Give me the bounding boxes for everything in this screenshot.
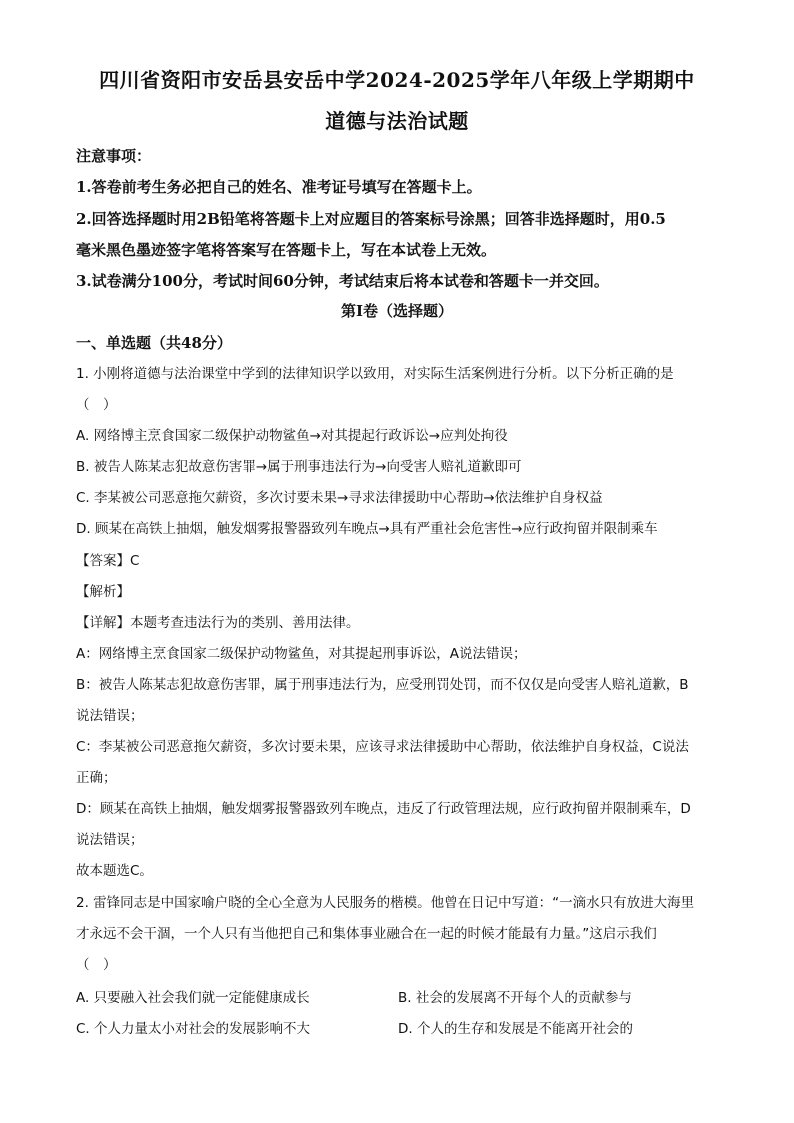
page-subtitle: 道德与法治试题 [325, 109, 469, 133]
q2-stem: 2. 雷锋同志是中国家喻户晓的全心全意为人民服务的楷模。他曾在日记中写道：“一滴水只有放进大海里 [76, 895, 695, 911]
notice-item-3: 3.试卷满分100分，考试时间60分钟，考试结束后将本试卷和答题卡一并交回。 [76, 272, 609, 290]
q1-explain-d: D：顾某在高铁上抽烟，触发烟雾报警器致列车晚点，违反了行政管理法规，应行政拘留并限制乘车，D [76, 801, 691, 817]
q2-option-c: C. 个人力量太小对社会的发展影响不大 [76, 1021, 311, 1037]
q1-option-b: B. 被告人陈某志犯故意伤害罪→属于刑事违法行为→向受害人赔礼道歉即可 [76, 459, 522, 475]
q1-conclusion: 故本题选C。 [76, 863, 153, 879]
q1-explain-b-cont: 说法错误； [76, 708, 144, 724]
notice-item-2-cont: 毫米黑色墨迹签字笔将答案写在答题卡上，写在本试卷上无效。 [76, 241, 497, 259]
q1-explain-c-cont: 正确； [76, 770, 117, 786]
q1-explain-d-cont: 说法错误； [76, 832, 144, 848]
q2-option-d: D. 个人的生存和发展是不能离开社会的 [398, 1021, 633, 1037]
q1-answer: 【答案】C [76, 553, 140, 569]
page-title: 四川省资阳市安岳县安岳中学2024-2025学年八年级上学期期中 [99, 68, 695, 92]
q2-option-b: B. 社会的发展离不开每个人的贡献参与 [398, 990, 632, 1006]
q2-stem-cont: 才永远不会干涸，一个人只有当他把自己和集体事业融合在一起的时候才能最有力量。”这启示我们 [76, 926, 657, 942]
q1-answer-paren: （ ） [76, 397, 117, 413]
q1-explain-b: B：被告人陈某志犯故意伤害罪，属于刑事违法行为，应受刑罚处罚，而不仅仅是向受害人赔礼道歉，B [76, 677, 689, 693]
q2-answer-paren: （ ） [76, 957, 117, 973]
q1-option-c: C. 李某被公司恶意拖欠薪资，多次讨要未果→寻求法律援助中心帮助→依法维护自身权益 [76, 490, 603, 506]
q1-option-d: D. 顾某在高铁上抽烟，触发烟雾报警器致列车晚点→具有严重社会危害性→应行政拘留并限制乘车 [76, 521, 658, 537]
notice-item-2: 2.回答选择题时用2B铅笔将答题卡上对应题目的答案标号涂黑；回答非选择题时，用0.5 [76, 210, 666, 228]
q1-option-a: A. 网络博主烹食国家二级保护动物鲨鱼→对其提起行政诉讼→应判处拘役 [76, 428, 508, 444]
notice-item-1: 1.答卷前考生务必把自己的姓名、准考证号填写在答题卡上。 [76, 178, 482, 196]
q1-explain-c: C：李某被公司恶意拖欠薪资，多次讨要未果，应该寻求法律援助中心帮助，依法维护自身权益，C说法 [76, 739, 689, 755]
q1-stem: 1. 小刚将道德与法治课堂中学到的法律知识学以致用，对实际生活案例进行分析。以下分析正确的是 [76, 366, 674, 382]
notice-heading: 注意事项： [76, 147, 152, 165]
q1-analysis-label: 【解析】 [76, 584, 130, 600]
q1-detail: 【详解】本题考查违法行为的类别、善用法律。 [76, 615, 360, 631]
volume-title: 第I卷（选择题） [340, 302, 454, 320]
q1-explain-a: A：网络博主烹食国家二级保护动物鲨鱼，对其提起刑事诉讼，A说法错误； [76, 646, 527, 662]
q2-option-a: A. 只要融入社会我们就一定能健康成长 [76, 990, 310, 1006]
section-title: 一、单选题（共48分） [76, 334, 232, 352]
